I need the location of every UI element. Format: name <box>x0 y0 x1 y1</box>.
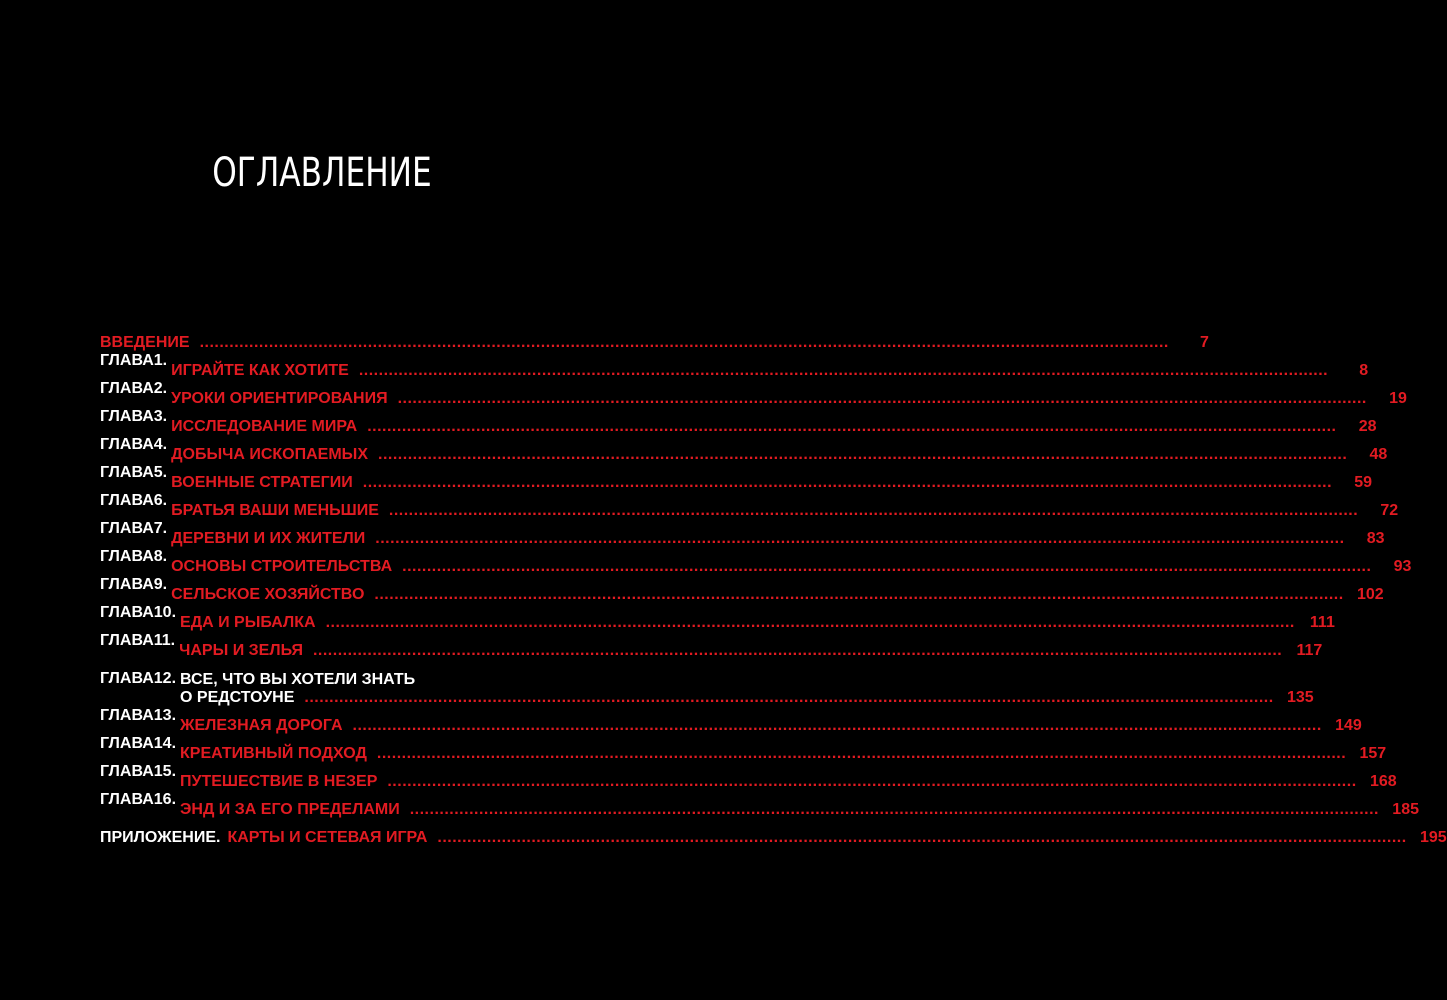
chapter-title: ЭНД И ЗА ЕГО ПРЕДЕЛАМИ <box>180 801 400 818</box>
chapter-word: ГЛАВА <box>100 791 154 808</box>
toc-row-chapter[interactable] <box>100 576 1384 604</box>
chapter-word: ГЛАВА <box>100 604 154 621</box>
leader-dots <box>410 801 1379 819</box>
leader-dots <box>378 446 1347 464</box>
chapter-word: ГЛАВА <box>100 548 154 565</box>
leader-dots <box>313 642 1282 660</box>
toc-row-chapter[interactable] <box>100 707 1362 735</box>
chapter-number: 3. <box>153 408 168 425</box>
chapter-number: 5. <box>153 464 168 481</box>
page-number: 48 <box>1369 446 1388 463</box>
leader-dots <box>367 418 1336 436</box>
chapter-number: 8. <box>153 548 168 565</box>
chapter-number: 15. <box>153 763 177 780</box>
chapter-title: ЕДА И РЫБАЛКА <box>180 614 316 631</box>
chapter-number: 14. <box>153 735 177 752</box>
leader-dots <box>200 334 1169 352</box>
chapter-word: ГЛАВА <box>100 576 154 593</box>
page-number: 72 <box>1380 502 1399 519</box>
toc-row-chapter[interactable] <box>100 352 1369 380</box>
page-number: 185 <box>1392 801 1419 818</box>
chapter-title: СЕЛЬСКОЕ ХОЗЯЙСТВО <box>171 586 365 603</box>
page-number: 111 <box>1309 614 1335 631</box>
page-number: 93 <box>1393 558 1412 575</box>
chapter-word: ГЛАВА <box>100 380 154 397</box>
page-number: 102 <box>1356 586 1384 603</box>
chapter-number: 16. <box>153 791 177 808</box>
page-number: 7 <box>1199 334 1209 351</box>
toc-row-chapter[interactable] <box>100 791 1419 819</box>
chapter-word: ГЛАВА <box>100 408 154 425</box>
chapter-word: ГЛАВА <box>100 763 154 780</box>
leader-dots <box>363 474 1332 492</box>
chapter-number: 10. <box>153 604 177 621</box>
leader-dots <box>374 586 1343 604</box>
appendix-label: ПРИЛОЖЕНИЕ. <box>100 829 221 846</box>
page-number: 149 <box>1335 717 1362 734</box>
chapter-word: ГЛАВА <box>100 632 154 649</box>
intro-label: ВВЕДЕНИЕ <box>100 334 190 351</box>
toc-row-chapter[interactable] <box>100 632 1323 660</box>
toc-row-chapter[interactable] <box>100 436 1388 464</box>
chapter-title: ДЕРЕВНИ И ИХ ЖИТЕЛИ <box>171 530 366 547</box>
toc-row-chapter[interactable] <box>100 380 1407 408</box>
page-title: ОГЛАВЛЕНИЕ <box>212 150 432 196</box>
leader-dots <box>304 689 1273 707</box>
appendix-title: КАРТЫ И СЕТЕВАЯ ИГРА <box>227 829 428 846</box>
page-number: 19 <box>1389 390 1407 407</box>
chapter-word: ГЛАВА <box>100 735 154 752</box>
chapter-title: УРОКИ ОРИЕНТИРОВАНИЯ <box>171 390 388 407</box>
toc-row-chapter[interactable] <box>100 735 1387 763</box>
chapter-title-line2: О РЕДСТОУНЕ <box>180 689 295 706</box>
chapter-title: ИГРАЙТЕ КАК ХОТИТЕ <box>171 362 349 379</box>
chapter-word: ГЛАВА <box>100 492 154 509</box>
leader-dots <box>375 530 1344 548</box>
table-of-contents <box>100 324 1447 847</box>
leader-dots <box>437 829 1406 847</box>
chapter-number: 1. <box>153 352 168 369</box>
toc-row-chapter[interactable] <box>100 464 1373 492</box>
page-number: 83 <box>1366 530 1385 547</box>
chapter-word: ГЛАВА <box>100 436 154 453</box>
toc-row-chapter[interactable] <box>100 660 1314 707</box>
chapter-number: 11. <box>153 632 176 649</box>
page-number: 195 <box>1419 829 1447 846</box>
leader-dots <box>398 390 1367 408</box>
chapter-number: 4. <box>153 436 168 453</box>
chapter-number: 13. <box>153 707 177 724</box>
chapter-number: 2. <box>153 380 168 397</box>
chapter-title: ПУТЕШЕСТВИЕ В НЕЗЕР <box>180 773 378 790</box>
chapter-word: ГЛАВА <box>100 352 154 369</box>
chapter-number: 12. <box>153 670 177 687</box>
page-number: 157 <box>1359 745 1387 762</box>
chapter-title-line2-row <box>180 689 1314 707</box>
chapter-title: ВОЕННЫЕ СТРАТЕГИИ <box>171 474 353 491</box>
chapter-title-block <box>180 671 1314 707</box>
chapter-title: ОСНОВЫ СТРОИТЕЛЬСТВА <box>171 558 393 575</box>
chapter-title: ЧАРЫ И ЗЕЛЬЯ <box>179 642 303 659</box>
toc-row-chapter[interactable] <box>100 520 1385 548</box>
leader-dots <box>359 362 1328 380</box>
leader-dots <box>377 745 1346 763</box>
chapter-word: ГЛАВА <box>100 464 154 481</box>
page-number: 117 <box>1296 642 1323 659</box>
chapter-title: КРЕАТИВНЫЙ ПОДХОД <box>180 745 367 762</box>
leader-dots <box>387 773 1356 791</box>
toc-row-intro[interactable] <box>100 324 1209 352</box>
toc-row-chapter[interactable] <box>100 408 1377 436</box>
chapter-word: ГЛАВА <box>100 707 154 724</box>
page-number: 135 <box>1286 689 1314 706</box>
chapter-title: ЖЕЛЕЗНАЯ ДОРОГА <box>180 717 343 734</box>
chapter-number: 7. <box>153 520 168 537</box>
page-number: 28 <box>1358 418 1377 435</box>
leader-dots <box>389 502 1358 520</box>
toc-row-appendix[interactable] <box>100 819 1447 847</box>
chapter-list <box>100 352 1419 819</box>
toc-row-chapter[interactable] <box>100 548 1412 576</box>
chapter-number: 6. <box>153 492 168 509</box>
page-number: 168 <box>1369 773 1397 790</box>
page-number: 8 <box>1359 362 1369 379</box>
chapter-title: ВСЕ, ЧТО ВЫ ХОТЕЛИ ЗНАТЬ <box>180 671 416 688</box>
chapter-title: ИССЛЕДОВАНИЕ МИРА <box>171 418 358 435</box>
leader-dots <box>326 614 1295 632</box>
chapter-word: ГЛАВА <box>100 670 154 687</box>
page-number: 59 <box>1354 474 1373 491</box>
toc-row-chapter[interactable] <box>100 604 1335 632</box>
chapter-title: БРАТЬЯ ВАШИ МЕНЬШИЕ <box>171 502 379 519</box>
chapter-number: 9. <box>153 576 168 593</box>
leader-dots <box>402 558 1371 576</box>
toc-row-chapter[interactable] <box>100 763 1397 791</box>
leader-dots <box>353 717 1322 735</box>
chapter-word: ГЛАВА <box>100 520 154 537</box>
toc-row-chapter[interactable] <box>100 492 1399 520</box>
chapter-title: ДОБЫЧА ИСКОПАЕМЫХ <box>171 446 369 463</box>
